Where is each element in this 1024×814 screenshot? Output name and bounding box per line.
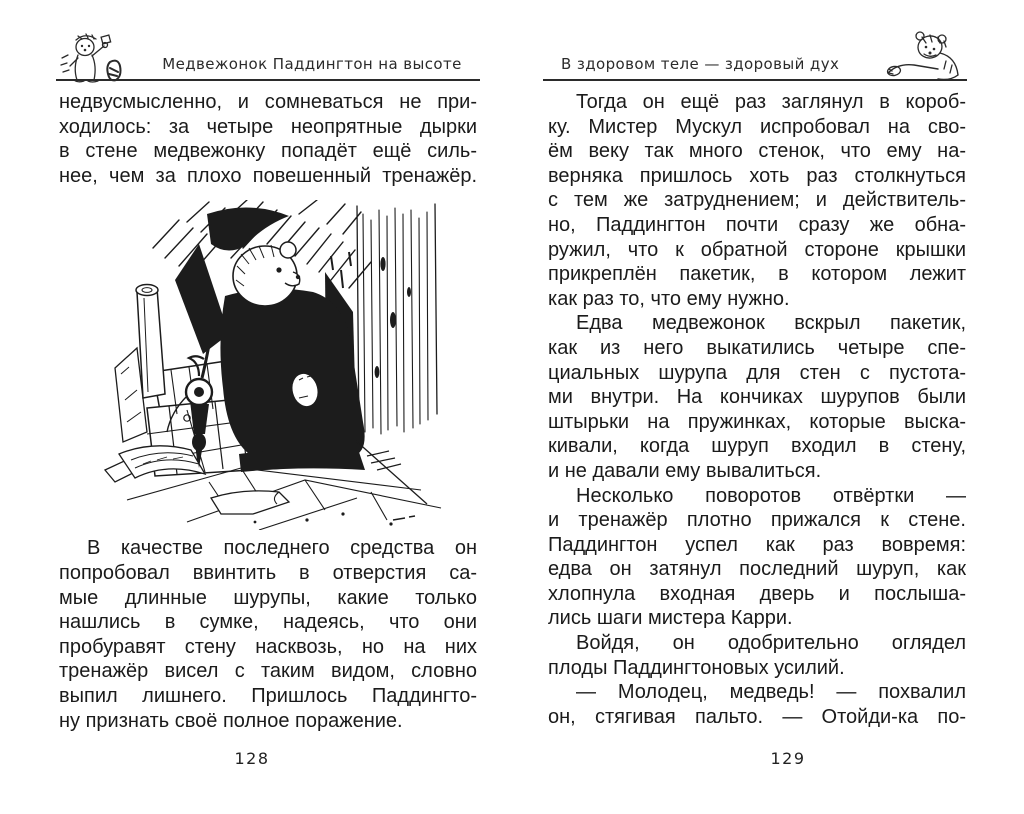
text-line: едва он затянул последний шуруп, как — [548, 558, 966, 581]
paragraph — [59, 90, 477, 188]
main-illustration — [91, 200, 459, 530]
paragraph — [59, 536, 477, 733]
text-line: штырьки на пружинках, которые выска- — [548, 410, 966, 433]
paddington-bear-leaning-sketch-icon — [880, 27, 964, 83]
running-header-title: В здоровом теле — здоровый дух — [561, 55, 840, 73]
text-line: Войдя, он одобрительно оглядел — [576, 632, 966, 655]
text-line: верняка пришлось хоть раз столкнуться — [548, 164, 966, 187]
text-line: — Молодец, медведь! — похвалил — [576, 681, 966, 704]
text-line: ём веку так много стенок, что ему на- — [548, 140, 966, 163]
text-line: кивали, когда шуруп входил в стену, — [548, 435, 966, 458]
text-line: ходилось: за четыре неопрятные дырки — [59, 115, 477, 138]
text-line: с тем же затруднением; и действитель- — [548, 189, 966, 212]
text-line: ружил, что к обратной стороне крышки — [548, 238, 966, 261]
text-line: ми внутри. На кончиках шурупов были — [548, 386, 966, 409]
text-line: прикреплён пакетик, в котором лежит — [548, 263, 966, 286]
text-line: и тренажёр плотно прижался к стене. — [548, 509, 966, 532]
text-line: В качестве последнего средства он — [87, 537, 477, 560]
paragraph — [548, 311, 966, 483]
paragraph — [548, 680, 966, 729]
text-line: Несколько поворотов отвёртки — — [576, 484, 966, 507]
text-line: пробуравят стену насквозь, но на них — [59, 635, 477, 658]
page-number: 128 — [234, 749, 270, 768]
text-line: выпил лишнего. Пришлось Паддингто- — [59, 684, 477, 707]
right-text-column — [548, 90, 966, 729]
text-line: как раз то, что ему нужно. — [548, 287, 790, 310]
text-line: он, стягивая пальто. — Отойди-ка по- — [548, 705, 966, 728]
paragraph — [548, 484, 966, 632]
text-line: нее, чем за плохо повешенный тренажёр. — [59, 164, 477, 187]
text-line: хлопнула входная дверь и послыша- — [548, 582, 966, 605]
text-line: тренажёр висел с таким видом, словно — [59, 660, 477, 683]
text-line: в стене медвежонку попадёт ещё силь- — [59, 140, 477, 163]
text-line: плоды Паддингтоновых усилий. — [548, 656, 845, 679]
text-line: лись шаги мистера Карри. — [548, 607, 793, 630]
left-text-column — [59, 90, 477, 733]
text-line: ну признать своё полное поражение. — [59, 709, 403, 732]
text-line: ку. Мистер Мускул испробовал на сво- — [548, 115, 966, 138]
paddington-bear-sketch-icon — [58, 32, 126, 84]
page-number: 129 — [770, 749, 806, 768]
text-line: Паддингтон успел как раз вовремя: — [548, 533, 966, 556]
text-line: попробовал ввинтить в отверстия са- — [59, 561, 477, 584]
text-line: Тогда он ещё раз заглянул в короб- — [576, 91, 966, 113]
text-line: недвусмысленно, и сомневаться не при- — [59, 91, 477, 113]
paragraph — [548, 90, 966, 311]
text-line: нашлись в сумке, надеясь, что они — [59, 611, 477, 634]
paddington-drilling-ink-illustration — [91, 200, 459, 530]
text-line: и не давали ему вывалиться. — [548, 459, 822, 482]
text-line: циальных шурупа для стен с пустота- — [548, 361, 966, 384]
text-line: как из него выкатились четыре спе- — [548, 336, 966, 359]
running-header-title: Медвежонок Паддингтон на высоте — [162, 55, 462, 73]
text-line: но, Паддингтон почти сразу же обна- — [548, 213, 966, 236]
text-line: мые длинные шурупы, какие только — [59, 586, 477, 609]
paragraph — [548, 631, 966, 680]
text-line: Едва медвежонок вскрыл пакетик, — [576, 312, 966, 335]
